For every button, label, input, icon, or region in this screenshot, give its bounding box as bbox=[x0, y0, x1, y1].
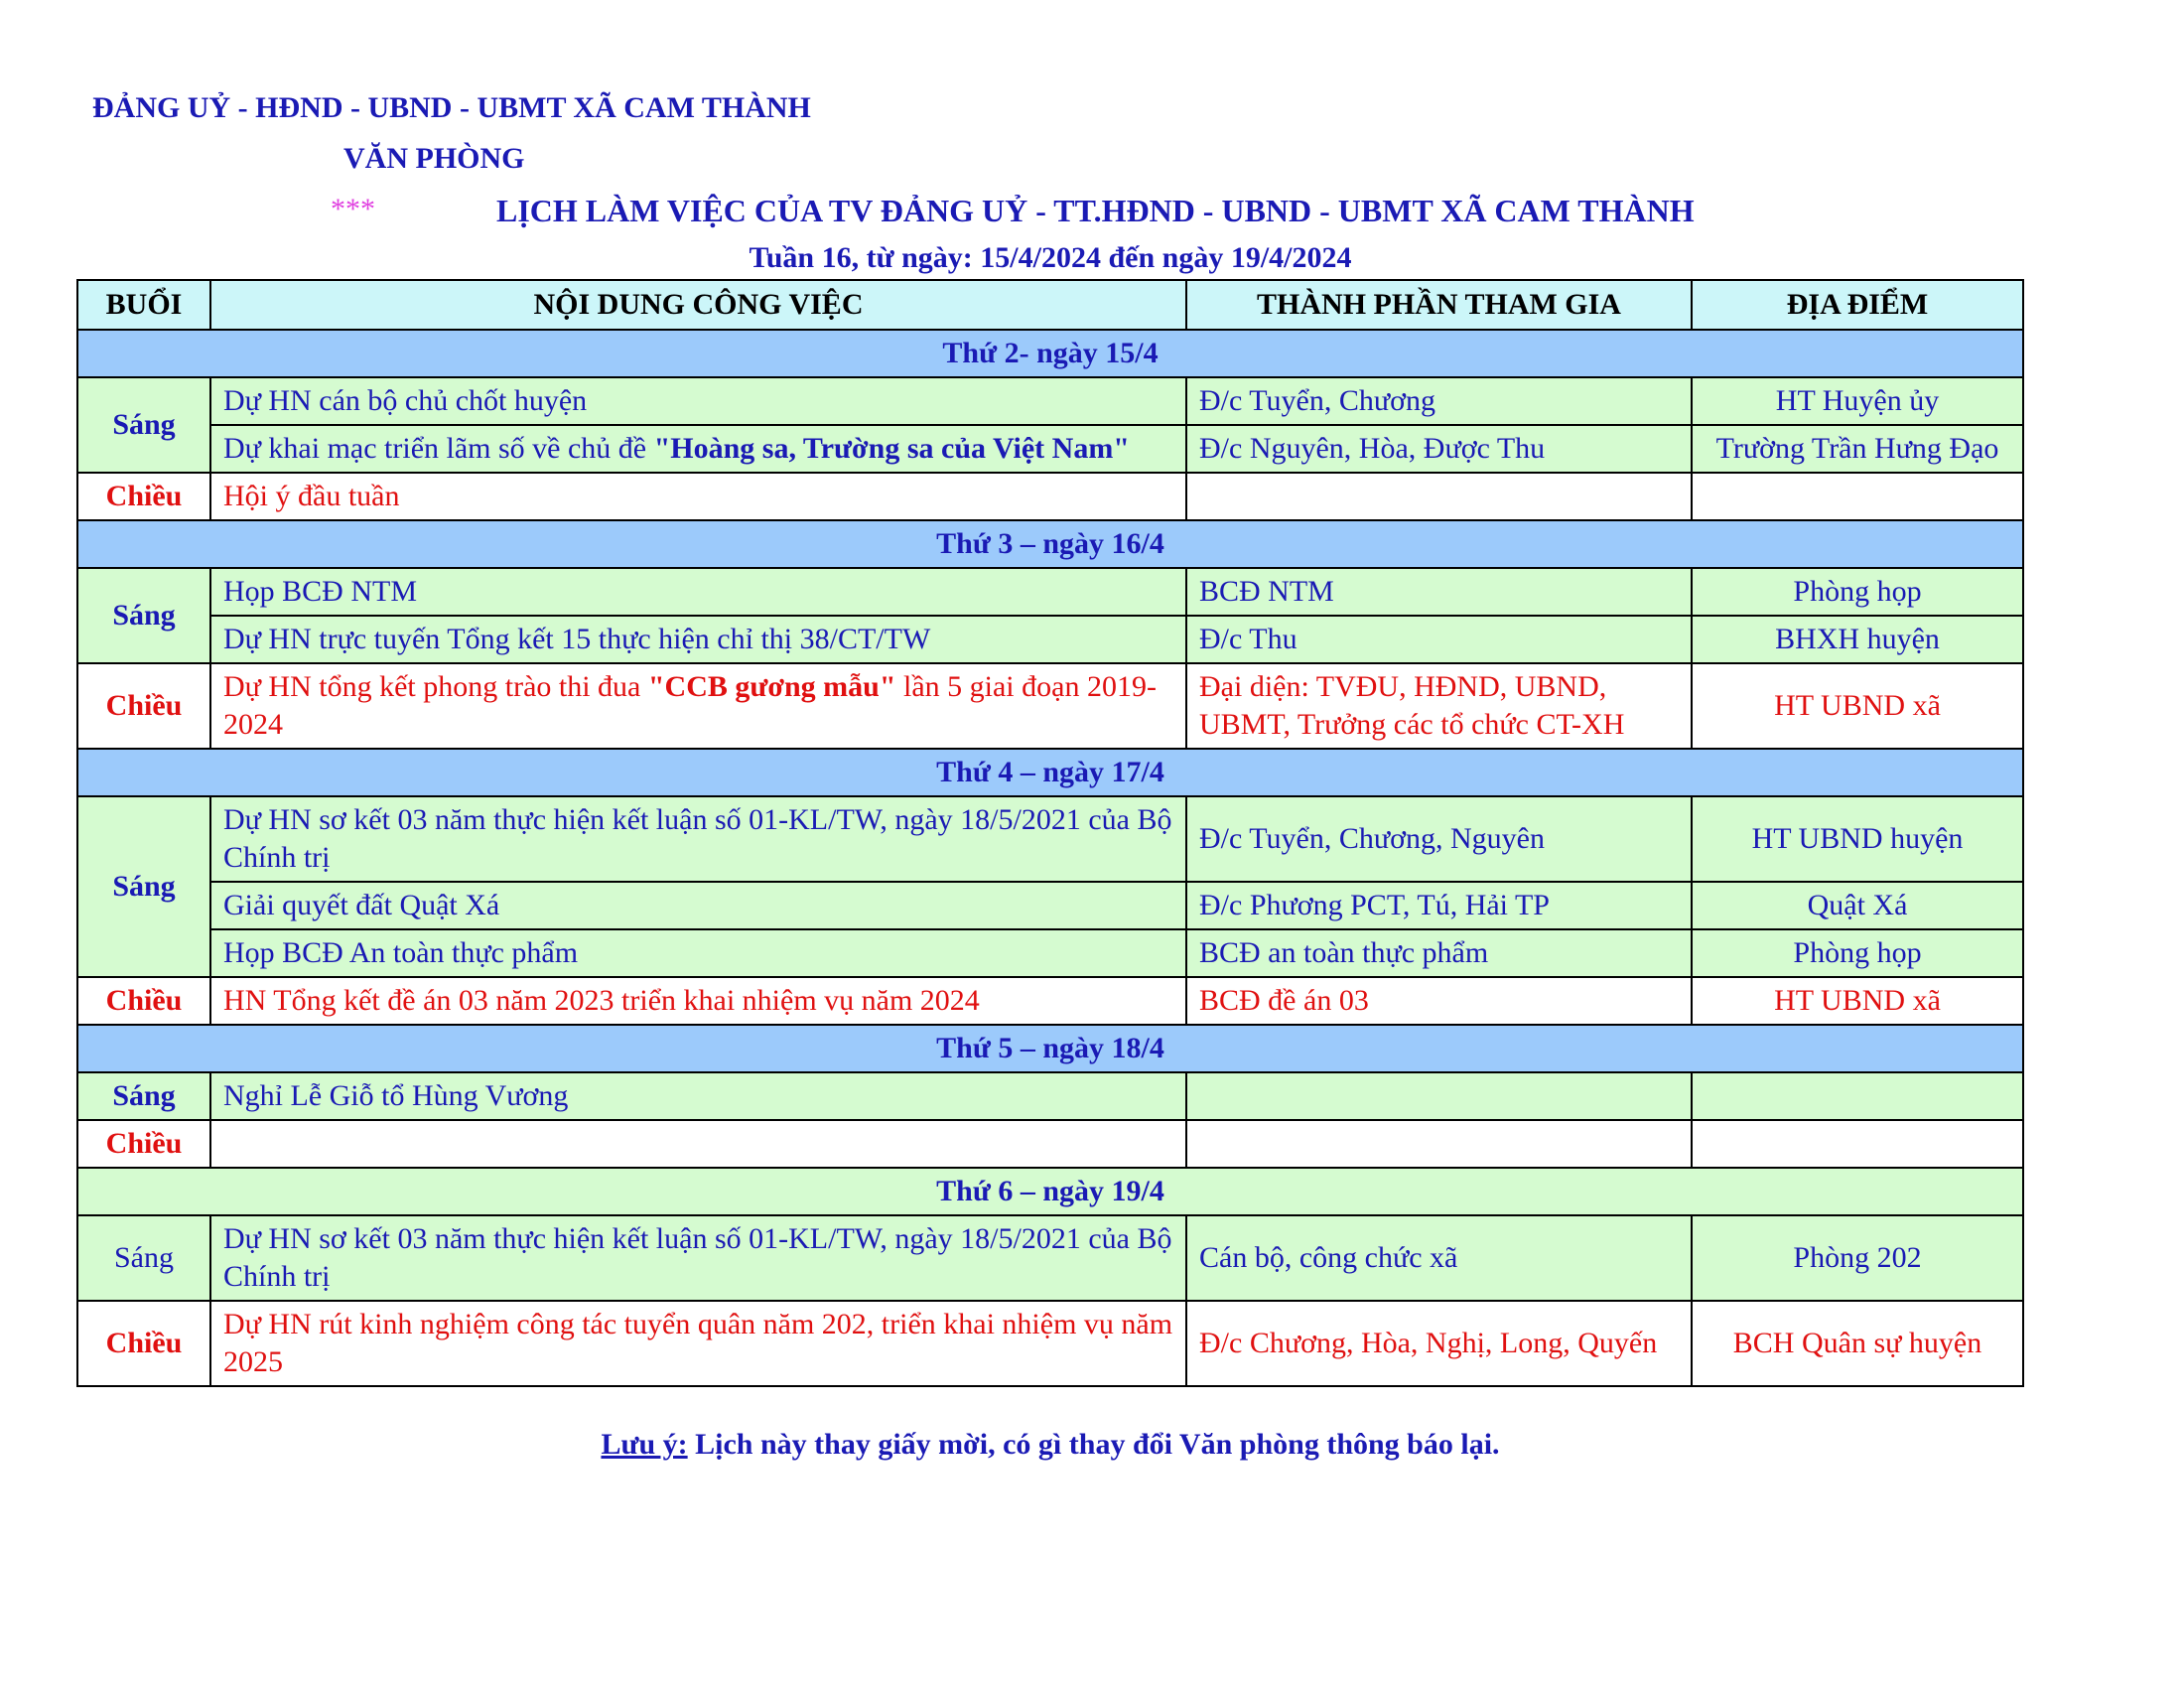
table-row bbox=[77, 929, 2023, 977]
task-content bbox=[210, 1120, 1186, 1168]
table-row bbox=[77, 1072, 2023, 1120]
task-content-highlight: "Hoàng sa, Trường sa của Việt Nam" bbox=[653, 432, 1130, 465]
table-row bbox=[77, 425, 2023, 473]
task-participants: BCĐ đề án 03 bbox=[1186, 977, 1692, 1025]
session-morning: Sáng bbox=[77, 1072, 210, 1120]
session-morning: Sáng bbox=[77, 796, 210, 977]
task-location: HT Huyện ủy bbox=[1692, 377, 2023, 425]
task-content: Nghỉ Lễ Giỗ tổ Hùng Vương bbox=[210, 1072, 1186, 1120]
table-row bbox=[77, 1301, 2023, 1386]
session-morning: Sáng bbox=[77, 1215, 210, 1301]
day-label: Thứ 2- ngày 15/4 bbox=[77, 330, 2023, 377]
table-row bbox=[77, 473, 2023, 520]
task-location: HT UBND xã bbox=[1692, 663, 2023, 749]
task-content: Dự HN sơ kết 03 năm thực hiện kết luận số 01-KL/TW, ngày 18/5/2021 của Bộ Chính trị bbox=[210, 796, 1186, 882]
task-participants bbox=[1186, 1072, 1692, 1120]
table-row bbox=[77, 377, 2023, 425]
session-morning: Sáng bbox=[77, 377, 210, 473]
task-location bbox=[1692, 473, 2023, 520]
task-participants: Đ/c Nguyên, Hòa, Được Thu bbox=[1186, 425, 1692, 473]
day-row-friday bbox=[77, 1168, 2023, 1215]
task-location: Phòng họp bbox=[1692, 929, 2023, 977]
task-location bbox=[1692, 1072, 2023, 1120]
table-row bbox=[77, 977, 2023, 1025]
column-header-content: NỘI DUNG CÔNG VIỆC bbox=[210, 280, 1186, 330]
task-participants: BCĐ NTM bbox=[1186, 568, 1692, 616]
day-row-tuesday bbox=[77, 520, 2023, 568]
column-header-location: ĐỊA ĐIỂM bbox=[1692, 280, 2023, 330]
table-row bbox=[77, 568, 2023, 616]
task-content: Hội ý đầu tuần bbox=[210, 473, 1186, 520]
column-header-session: BUỔI bbox=[77, 280, 210, 330]
task-content-text: lần 5 giai đoạn 2019-2024 bbox=[223, 670, 1157, 741]
day-label: Thứ 3 – ngày 16/4 bbox=[77, 520, 2023, 568]
task-location bbox=[1692, 1120, 2023, 1168]
session-afternoon: Chiều bbox=[77, 977, 210, 1025]
session-afternoon: Chiều bbox=[77, 1120, 210, 1168]
table-row bbox=[77, 1215, 2023, 1301]
task-content: HN Tổng kết đề án 03 năm 2023 triển khai nhiệm vụ năm 2024 bbox=[210, 977, 1186, 1025]
task-participants: Đ/c Thu bbox=[1186, 616, 1692, 663]
task-content bbox=[210, 425, 1186, 473]
task-content: Họp BCĐ An toàn thực phẩm bbox=[210, 929, 1186, 977]
task-content: Họp BCĐ NTM bbox=[210, 568, 1186, 616]
schedule-table bbox=[76, 279, 2024, 1387]
schedule-title: LỊCH LÀM VIỆC CỦA TV ĐẢNG UỶ - TT.HĐND - UBND - UBMT XÃ CAM THÀNH bbox=[496, 193, 1695, 228]
task-content: Dự HN cán bộ chủ chốt huyện bbox=[210, 377, 1186, 425]
task-participants: Cán bộ, công chức xã bbox=[1186, 1215, 1692, 1301]
day-label: Thứ 5 – ngày 18/4 bbox=[77, 1025, 2023, 1072]
task-content: Dự HN rút kinh nghiệm công tác tuyển quân năm 202, triển khai nhiệm vụ năm 2025 bbox=[210, 1301, 1186, 1386]
day-row-wednesday bbox=[77, 749, 2023, 796]
task-content: Dự HN trực tuyến Tổng kết 15 thực hiện chỉ thị 38/CT/TW bbox=[210, 616, 1186, 663]
task-location: HT UBND xã bbox=[1692, 977, 2023, 1025]
table-row bbox=[77, 796, 2023, 882]
office-name: VĂN PHÒNG bbox=[343, 142, 525, 175]
decorative-stars: *** bbox=[331, 193, 375, 225]
table-header-row bbox=[77, 280, 2023, 330]
task-content-highlight: "CCB gương mẫu" bbox=[647, 670, 896, 703]
task-participants: BCĐ an toàn thực phẩm bbox=[1186, 929, 1692, 977]
task-content-text: Dự HN tổng kết phong trào thi đua bbox=[223, 670, 648, 703]
task-participants: Đại diện: TVĐU, HĐND, UBND, UBMT, Trưởng các tổ chức CT-XH bbox=[1186, 663, 1692, 749]
task-location: Phòng họp bbox=[1692, 568, 2023, 616]
footer-note bbox=[0, 1428, 2101, 1462]
day-label: Thứ 6 – ngày 19/4 bbox=[77, 1168, 2023, 1215]
note-text: Lịch này thay giấy mời, có gì thay đổi Văn phòng thông báo lại. bbox=[687, 1428, 1500, 1461]
task-location: Trường Trần Hưng Đạo bbox=[1692, 425, 2023, 473]
table-row bbox=[77, 1120, 2023, 1168]
session-afternoon: Chiều bbox=[77, 473, 210, 520]
table-row bbox=[77, 663, 2023, 749]
day-row-monday bbox=[77, 330, 2023, 377]
organization-header: ĐẢNG UỶ - HĐND - UBND - UBMT XÃ CAM THÀNH bbox=[92, 91, 811, 124]
task-content bbox=[210, 663, 1186, 749]
session-morning: Sáng bbox=[77, 568, 210, 663]
task-content: Dự HN sơ kết 03 năm thực hiện kết luận số 01-KL/TW, ngày 18/5/2021 của Bộ Chính trị bbox=[210, 1215, 1186, 1301]
task-participants bbox=[1186, 473, 1692, 520]
column-header-participants: THÀNH PHẦN THAM GIA bbox=[1186, 280, 1692, 330]
task-location: BCH Quân sự huyện bbox=[1692, 1301, 2023, 1386]
session-afternoon: Chiều bbox=[77, 1301, 210, 1386]
week-range: Tuần 16, từ ngày: 15/4/2024 đến ngày 19/4/2024 bbox=[749, 241, 1352, 274]
task-participants: Đ/c Chương, Hòa, Nghị, Long, Quyến bbox=[1186, 1301, 1692, 1386]
task-location: Phòng 202 bbox=[1692, 1215, 2023, 1301]
task-participants: Đ/c Tuyển, Chương bbox=[1186, 377, 1692, 425]
session-afternoon: Chiều bbox=[77, 663, 210, 749]
task-participants bbox=[1186, 1120, 1692, 1168]
task-content-text: Dự khai mạc triển lãm số về chủ đề bbox=[223, 432, 654, 465]
task-content: Giải quyết đất Quật Xá bbox=[210, 882, 1186, 929]
note-label: Lưu ý: bbox=[601, 1428, 688, 1461]
task-participants: Đ/c Tuyển, Chương, Nguyên bbox=[1186, 796, 1692, 882]
task-location: HT UBND huyện bbox=[1692, 796, 2023, 882]
task-location: Quật Xá bbox=[1692, 882, 2023, 929]
day-row-thursday bbox=[77, 1025, 2023, 1072]
day-label: Thứ 4 – ngày 17/4 bbox=[77, 749, 2023, 796]
task-participants: Đ/c Phương PCT, Tú, Hải TP bbox=[1186, 882, 1692, 929]
task-location: BHXH huyện bbox=[1692, 616, 2023, 663]
table-row bbox=[77, 882, 2023, 929]
table-row bbox=[77, 616, 2023, 663]
